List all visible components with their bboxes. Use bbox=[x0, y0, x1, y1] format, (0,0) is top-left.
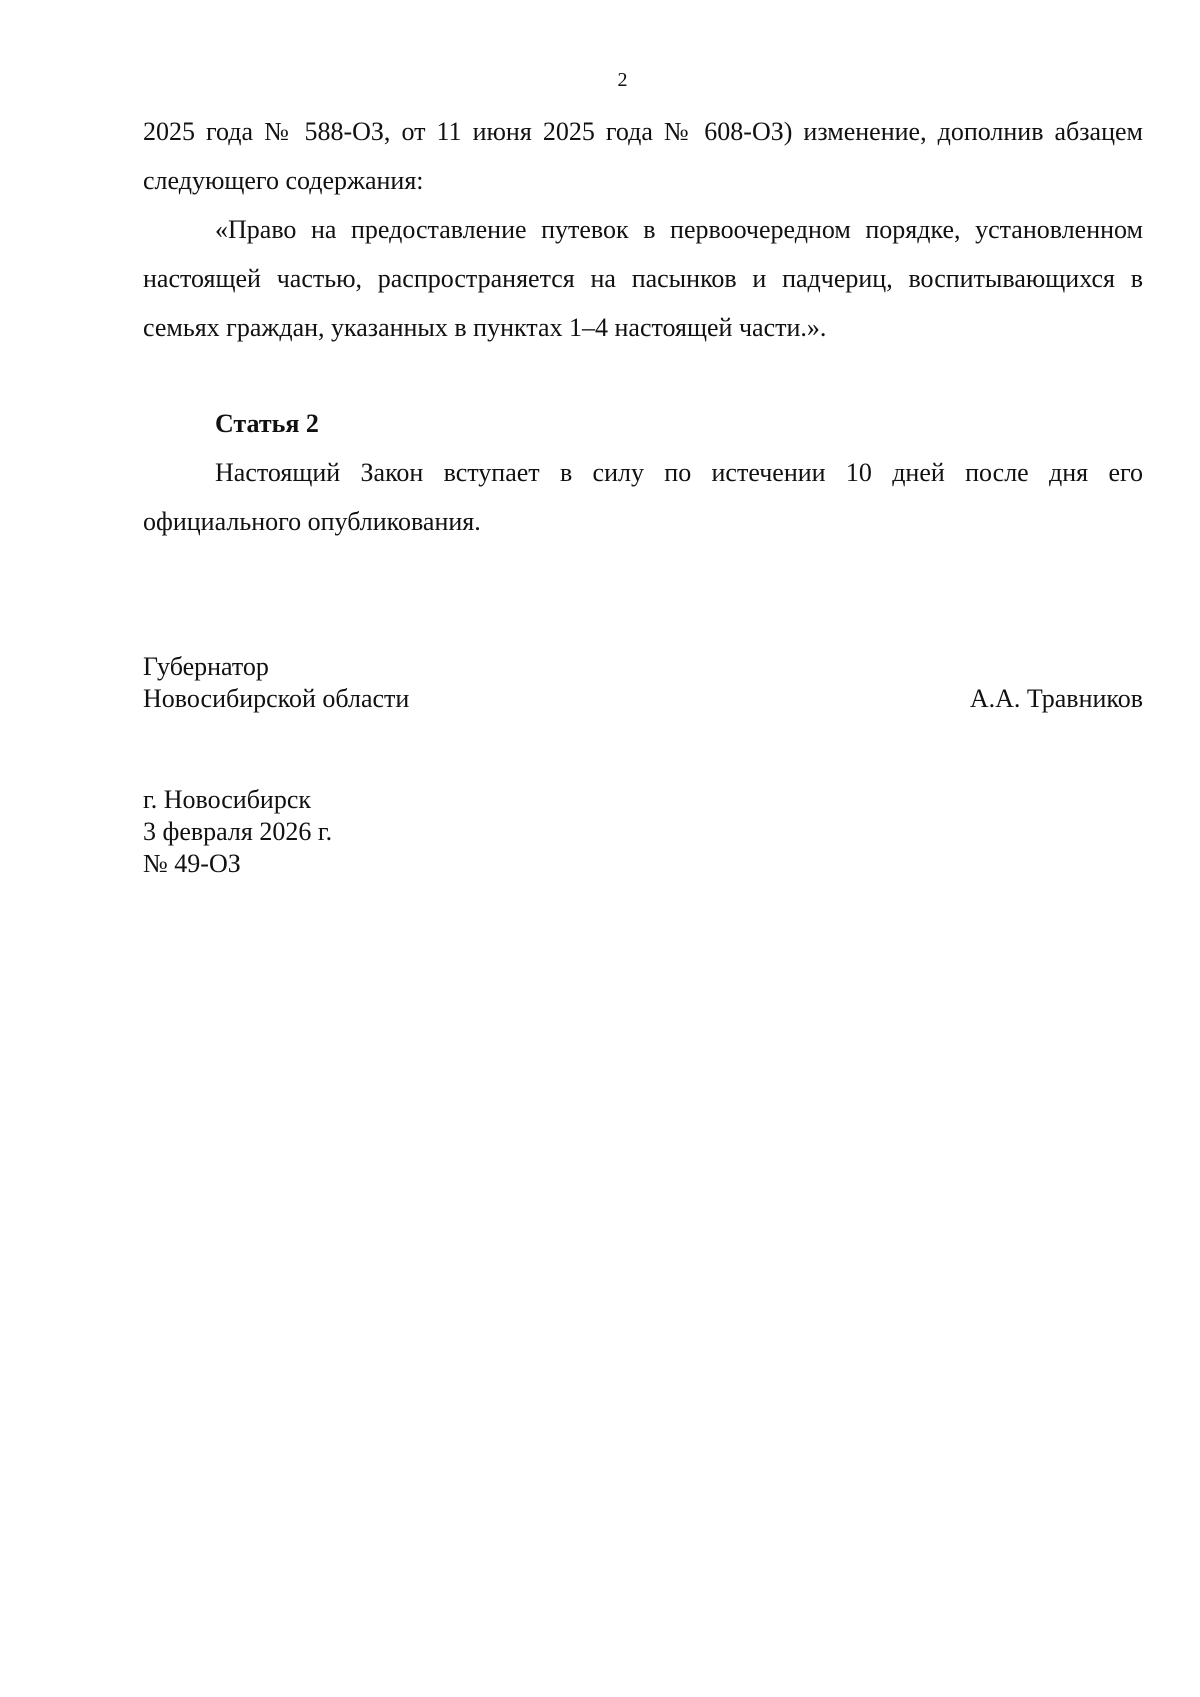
issue-date: 3 февраля 2026 г. bbox=[143, 817, 333, 846]
paragraph-quoted-amendment: «Право на предоставление путевок в первоочередном порядке, установленном настоящей частью, распространяется на пасынков и падчериц, воспитывающихся в семьях граждан, указанных в пунктах 1–4 настоящей части.». bbox=[143, 215, 1143, 342]
article-heading: Статья 2 bbox=[215, 409, 319, 438]
paragraph-amendment-intro: 2025 года № 588-ОЗ, от 11 июня 2025 года № 608-ОЗ) изменение, дополнив абзацем следующего содержания: bbox=[143, 117, 1143, 195]
paragraph-effective-date: Настоящий Закон вступает в силу по истечении 10 дней после дня его официального опубликования. bbox=[143, 458, 1143, 536]
signatory-title-line2: Новосибирской области bbox=[143, 684, 410, 713]
issue-city: г. Новосибирск bbox=[143, 785, 312, 814]
signatory-title-line1: Губернатор bbox=[143, 652, 269, 681]
law-number: № 49-ОЗ bbox=[143, 849, 241, 878]
issue-details bbox=[143, 784, 332, 880]
signature-block bbox=[143, 651, 1143, 715]
signatory-name: А.А. Травников bbox=[969, 684, 1143, 713]
page-number: 2 bbox=[617, 69, 628, 91]
